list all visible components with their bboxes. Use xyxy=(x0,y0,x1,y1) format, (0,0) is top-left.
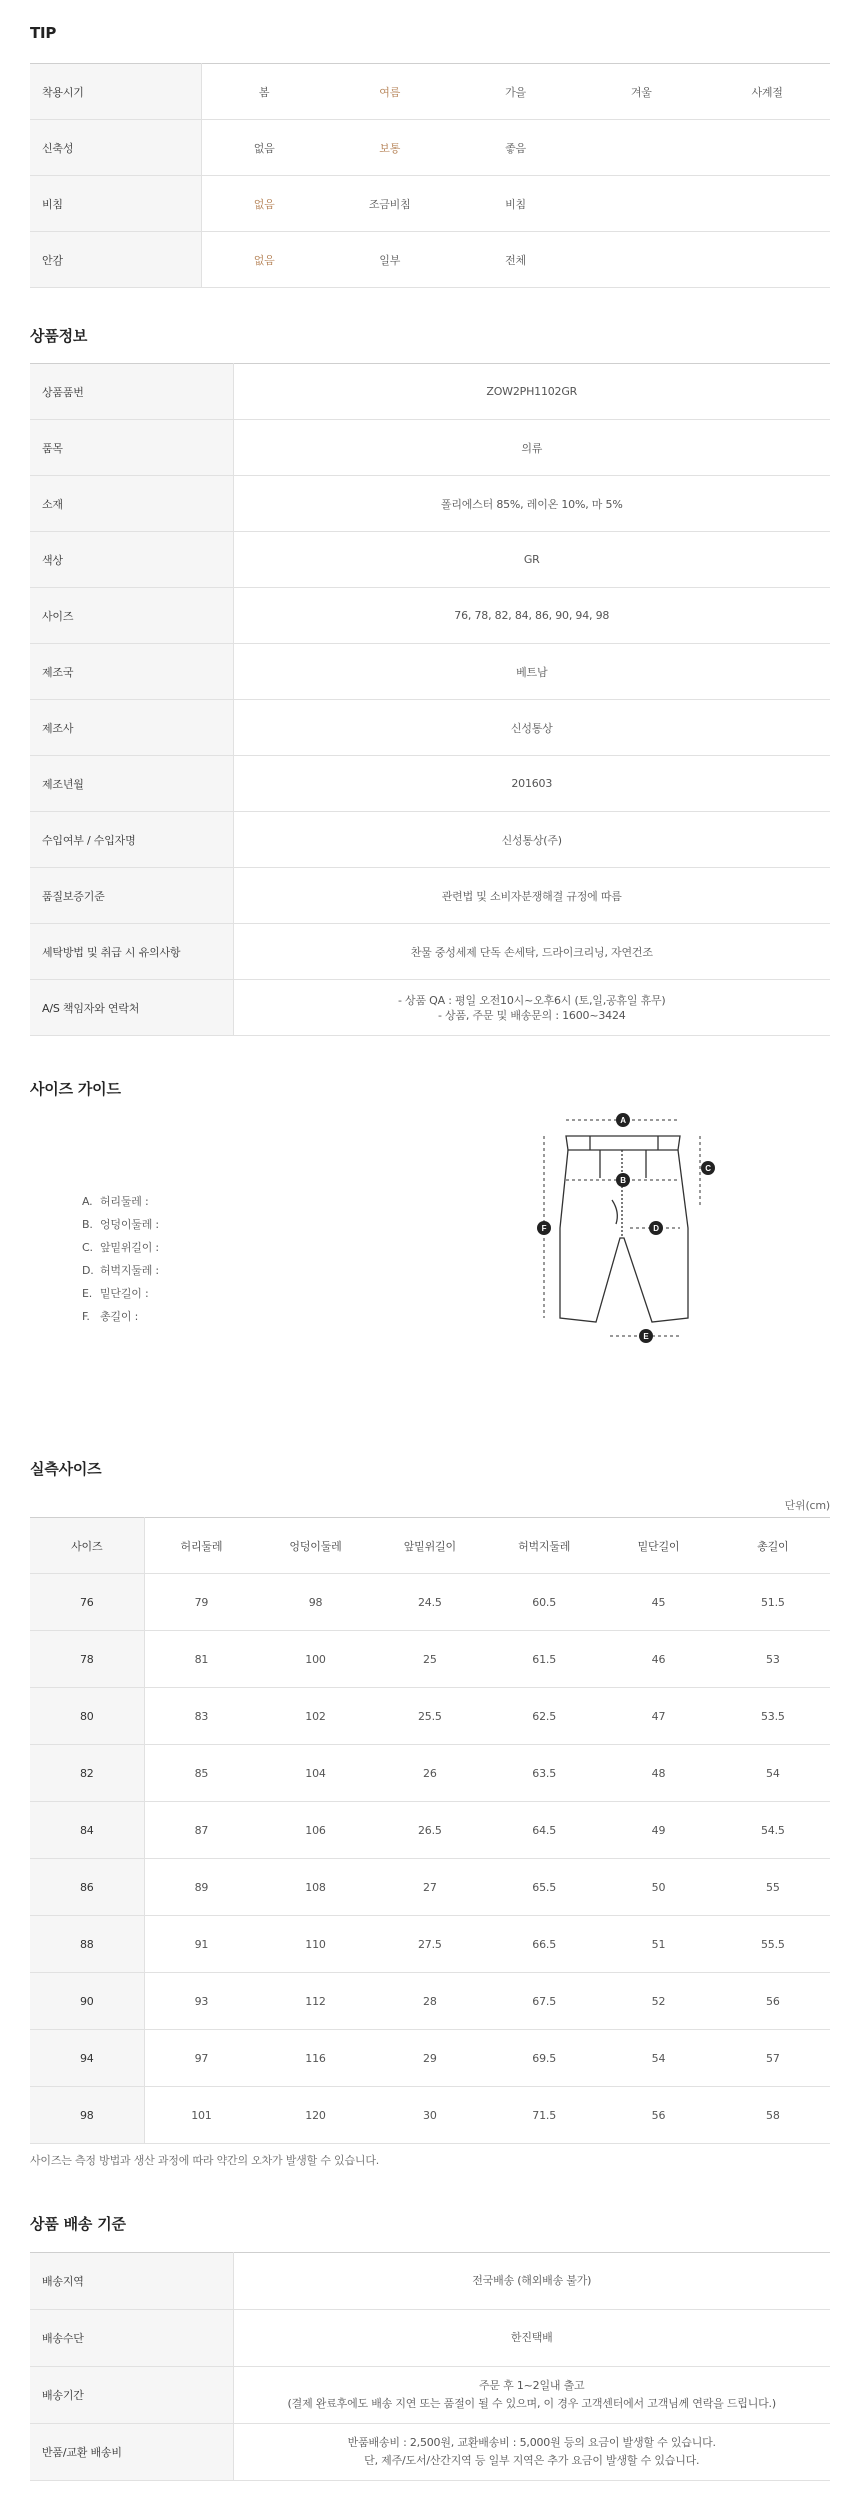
size-cell: 76 xyxy=(30,1574,144,1631)
product-info-label: 상품품번 xyxy=(30,364,233,420)
measure-cell: 28 xyxy=(373,1973,487,2030)
marker-a-label: A xyxy=(620,1116,626,1125)
product-info-row xyxy=(30,980,830,1036)
delivery-row xyxy=(30,2367,830,2424)
measure-cell: 110 xyxy=(258,1916,372,1973)
measure-cell: 93 xyxy=(144,1973,258,2030)
delivery-value xyxy=(233,2367,830,2424)
marker-e-label: E xyxy=(643,1332,649,1341)
table-header-cell: 허리둘레 xyxy=(144,1518,258,1574)
tip-option: 비침 xyxy=(453,176,579,232)
measure-cell: 85 xyxy=(144,1745,258,1802)
delivery-value-line: (결제 완료후에도 배송 지연 또는 품절이 될 수 있으며, 이 경우 고객센터에서 고객님께 연락을 드립니다.) xyxy=(287,2397,776,2410)
delivery-value-line: 한진택배 xyxy=(510,2331,553,2344)
product-info-label: 사이즈 xyxy=(30,588,233,644)
measure-cell: 63.5 xyxy=(487,1745,601,1802)
measure-cell: 60.5 xyxy=(487,1574,601,1631)
size-guide-letter: C. xyxy=(82,1241,93,1254)
product-info-value: 폴리에스터 85%, 레이온 10%, 마 5% xyxy=(233,476,830,532)
measure-cell: 56 xyxy=(716,1973,830,2030)
table-row xyxy=(30,1631,830,1688)
tip-row-label: 안감 xyxy=(30,232,201,288)
measure-cell: 62.5 xyxy=(487,1688,601,1745)
measure-cell: 97 xyxy=(144,2030,258,2087)
tip-option: 일부 xyxy=(327,232,453,288)
measure-cell: 69.5 xyxy=(487,2030,601,2087)
table-row xyxy=(30,1745,830,1802)
measure-cell: 54 xyxy=(601,2030,715,2087)
measure-cell: 27 xyxy=(373,1859,487,1916)
tip-row xyxy=(30,64,830,120)
size-note: 사이즈는 측정 방법과 생산 과정에 따라 약간의 오차가 발생할 수 있습니다. xyxy=(30,2154,380,2167)
tip-option: 없음 xyxy=(201,120,327,176)
measure-cell: 120 xyxy=(258,2087,372,2144)
product-info-row xyxy=(30,756,830,812)
size-cell: 88 xyxy=(30,1916,144,1973)
measure-cell: 83 xyxy=(144,1688,258,1745)
size-guide-item xyxy=(82,1190,159,1213)
size-guide-label: 엉덩이둘레 : xyxy=(100,1218,159,1231)
delivery-value xyxy=(233,2253,830,2310)
marker-c-label: C xyxy=(705,1164,711,1173)
product-info-label: 제조국 xyxy=(30,644,233,700)
product-info-row xyxy=(30,924,830,980)
delivery-label: 배송지역 xyxy=(30,2253,233,2310)
product-info-value: 76, 78, 82, 84, 86, 90, 94, 98 xyxy=(233,588,830,644)
tip-option xyxy=(578,232,704,288)
measure-cell: 26.5 xyxy=(373,1802,487,1859)
tip-row xyxy=(30,120,830,176)
tip-option: 전체 xyxy=(453,232,579,288)
delivery-value-line: 반품배송비 : 2,500원, 교환배송비 : 5,000원 등의 요금이 발생할 수 있습니다. xyxy=(347,2436,716,2449)
product-info-label: 색상 xyxy=(30,532,233,588)
size-guide-item xyxy=(82,1259,159,1282)
product-info-row xyxy=(30,532,830,588)
measure-cell: 48 xyxy=(601,1745,715,1802)
delivery-table xyxy=(30,2252,830,2481)
table-row xyxy=(30,1688,830,1745)
delivery-label: 배송수단 xyxy=(30,2310,233,2367)
delivery-value xyxy=(233,2310,830,2367)
measure-cell: 61.5 xyxy=(487,1631,601,1688)
size-guide-list xyxy=(82,1190,159,1328)
size-guide-letter: E. xyxy=(82,1287,93,1300)
measure-cell: 106 xyxy=(258,1802,372,1859)
tip-option: 없음 xyxy=(201,232,327,288)
product-info-value-line: - 상품, 주문 및 배송문의 : 1600~3424 xyxy=(437,1008,626,1022)
measure-cell: 27.5 xyxy=(373,1916,487,1973)
measure-cell: 47 xyxy=(601,1688,715,1745)
size-guide-letter: D. xyxy=(82,1264,94,1277)
table-header-cell: 앞밑위길이 xyxy=(373,1518,487,1574)
product-info-value-line: - 상품 QA : 평일 오전10시~오후6시 (토,일,공휴일 휴무) xyxy=(397,993,666,1007)
tip-option: 봄 xyxy=(201,64,327,120)
measure-cell: 87 xyxy=(144,1802,258,1859)
measure-cell: 116 xyxy=(258,2030,372,2087)
measure-cell: 55 xyxy=(716,1859,830,1916)
tip-row-label: 신축성 xyxy=(30,120,201,176)
measure-cell: 26 xyxy=(373,1745,487,1802)
product-info-value xyxy=(233,980,830,1036)
tip-option xyxy=(578,120,704,176)
product-info-value: GR xyxy=(233,532,830,588)
tip-option: 가을 xyxy=(453,64,579,120)
measure-cell: 53.5 xyxy=(716,1688,830,1745)
size-cell: 90 xyxy=(30,1973,144,2030)
tip-option xyxy=(578,176,704,232)
delivery-title: 상품 배송 기준 xyxy=(30,2215,126,2233)
product-info-value: 신성통상(주) xyxy=(233,812,830,868)
tip-option: 사계절 xyxy=(704,64,830,120)
product-info-label: 품질보증기준 xyxy=(30,868,233,924)
measure-cell: 25 xyxy=(373,1631,487,1688)
measure-cell: 46 xyxy=(601,1631,715,1688)
product-info-label: 제조년월 xyxy=(30,756,233,812)
delivery-label: 반품/교환 배송비 xyxy=(30,2424,233,2481)
tip-table xyxy=(30,63,830,288)
product-info-value: 관련법 및 소비자분쟁해결 규정에 따름 xyxy=(233,868,830,924)
marker-f-label: F xyxy=(541,1224,547,1233)
tip-row-label: 착용시기 xyxy=(30,64,201,120)
measure-cell: 104 xyxy=(258,1745,372,1802)
measure-cell: 101 xyxy=(144,2087,258,2144)
measure-cell: 55.5 xyxy=(716,1916,830,1973)
tip-title: TIP xyxy=(30,24,57,42)
measure-cell: 50 xyxy=(601,1859,715,1916)
table-header-cell: 밑단길이 xyxy=(601,1518,715,1574)
size-guide-label: 허벅지둘레 : xyxy=(100,1264,159,1277)
table-row xyxy=(30,1802,830,1859)
table-header-row xyxy=(30,1518,830,1574)
product-info-label: 품목 xyxy=(30,420,233,476)
product-info-row xyxy=(30,868,830,924)
tip-option: 여름 xyxy=(327,64,453,120)
table-header-cell: 총길이 xyxy=(716,1518,830,1574)
size-guide-label: 허리둘레 : xyxy=(100,1195,149,1208)
product-info-value: 신성통상 xyxy=(233,700,830,756)
measure-cell: 65.5 xyxy=(487,1859,601,1916)
product-info-label: 수입여부 / 수입자명 xyxy=(30,812,233,868)
size-guide-letter: F. xyxy=(82,1310,90,1323)
measure-cell: 24.5 xyxy=(373,1574,487,1631)
table-row xyxy=(30,1916,830,1973)
product-info-value: 201603 xyxy=(233,756,830,812)
size-cell: 86 xyxy=(30,1859,144,1916)
product-info-row xyxy=(30,700,830,756)
product-info-label: 세탁방법 및 취급 시 유의사항 xyxy=(30,924,233,980)
table-row xyxy=(30,1574,830,1631)
measure-cell: 54 xyxy=(716,1745,830,1802)
measure-cell: 112 xyxy=(258,1973,372,2030)
size-cell: 82 xyxy=(30,1745,144,1802)
tip-option: 보통 xyxy=(327,120,453,176)
product-info-row xyxy=(30,476,830,532)
size-cell: 84 xyxy=(30,1802,144,1859)
size-cell: 98 xyxy=(30,2087,144,2144)
measured-size-table xyxy=(30,1517,830,2144)
size-cell: 78 xyxy=(30,1631,144,1688)
product-info-value: ZOW2PH1102GR xyxy=(233,364,830,420)
measure-cell: 67.5 xyxy=(487,1973,601,2030)
delivery-label: 배송기간 xyxy=(30,2367,233,2424)
tip-option: 없음 xyxy=(201,176,327,232)
measure-cell: 71.5 xyxy=(487,2087,601,2144)
product-info-value: 베트남 xyxy=(233,644,830,700)
table-header-cell: 사이즈 xyxy=(30,1518,144,1574)
unit-label: 단위(cm) xyxy=(784,1499,830,1512)
measure-cell: 57 xyxy=(716,2030,830,2087)
measure-cell: 51 xyxy=(601,1916,715,1973)
measured-size-title: 실측사이즈 xyxy=(30,1460,102,1478)
size-guide-item xyxy=(82,1236,159,1259)
measure-cell: 66.5 xyxy=(487,1916,601,1973)
table-row xyxy=(30,1859,830,1916)
size-guide-item xyxy=(82,1282,159,1305)
delivery-row xyxy=(30,2310,830,2367)
size-guide-label: 밑단길이 : xyxy=(100,1287,149,1300)
measure-cell: 51.5 xyxy=(716,1574,830,1631)
size-guide-letter: A. xyxy=(82,1195,93,1208)
tip-row xyxy=(30,176,830,232)
tip-option xyxy=(704,176,830,232)
delivery-row xyxy=(30,2424,830,2481)
measure-cell: 45 xyxy=(601,1574,715,1631)
tip-option xyxy=(704,120,830,176)
product-info-title: 상품정보 xyxy=(30,327,88,345)
product-info-value: 의류 xyxy=(233,420,830,476)
measure-cell: 81 xyxy=(144,1631,258,1688)
tip-row xyxy=(30,232,830,288)
measure-cell: 56 xyxy=(601,2087,715,2144)
product-info-label: 소재 xyxy=(30,476,233,532)
measure-cell: 30 xyxy=(373,2087,487,2144)
measure-cell: 52 xyxy=(601,1973,715,2030)
size-guide-item xyxy=(82,1213,159,1236)
size-guide-letter: B. xyxy=(82,1218,93,1231)
tip-option: 겨울 xyxy=(578,64,704,120)
tip-option: 좋음 xyxy=(453,120,579,176)
measure-cell: 79 xyxy=(144,1574,258,1631)
size-guide-label: 총길이 : xyxy=(100,1310,139,1323)
table-row xyxy=(30,2087,830,2144)
delivery-value-line: 전국배송 (해외배송 불가) xyxy=(472,2274,592,2287)
product-info-row xyxy=(30,812,830,868)
delivery-value-line: 주문 후 1~2일내 출고 xyxy=(479,2379,585,2392)
product-info-table xyxy=(30,363,830,1036)
table-header-cell: 허벅지둘레 xyxy=(487,1518,601,1574)
delivery-value xyxy=(233,2424,830,2481)
measure-cell: 64.5 xyxy=(487,1802,601,1859)
measure-cell: 91 xyxy=(144,1916,258,1973)
product-info-row xyxy=(30,420,830,476)
size-cell: 80 xyxy=(30,1688,144,1745)
table-header-cell: 엉덩이둘레 xyxy=(258,1518,372,1574)
table-row xyxy=(30,2030,830,2087)
measure-cell: 49 xyxy=(601,1802,715,1859)
measure-cell: 102 xyxy=(258,1688,372,1745)
measure-cell: 25.5 xyxy=(373,1688,487,1745)
product-info-row xyxy=(30,588,830,644)
product-info-row xyxy=(30,644,830,700)
measure-cell: 100 xyxy=(258,1631,372,1688)
product-info-label: 제조사 xyxy=(30,700,233,756)
size-guide-item xyxy=(82,1305,159,1328)
measure-cell: 53 xyxy=(716,1631,830,1688)
measure-cell: 108 xyxy=(258,1859,372,1916)
marker-b-label: B xyxy=(620,1176,626,1185)
measure-cell: 98 xyxy=(258,1574,372,1631)
measure-cell: 58 xyxy=(716,2087,830,2144)
delivery-row xyxy=(30,2253,830,2310)
marker-d-label: D xyxy=(653,1224,659,1233)
measure-cell: 54.5 xyxy=(716,1802,830,1859)
measure-cell: 29 xyxy=(373,2030,487,2087)
size-cell: 94 xyxy=(30,2030,144,2087)
delivery-value-line: 단, 제주/도서/산간지역 등 일부 지역은 추가 요금이 발생할 수 있습니다. xyxy=(364,2454,700,2467)
product-info-row xyxy=(30,364,830,420)
product-info-label: A/S 책임자와 연락처 xyxy=(30,980,233,1036)
size-guide-label: 앞밑위길이 : xyxy=(100,1241,159,1254)
table-row xyxy=(30,1973,830,2030)
pants-diagram-illustration xyxy=(530,1108,750,1348)
tip-option xyxy=(704,232,830,288)
tip-option: 조금비침 xyxy=(327,176,453,232)
measure-cell: 89 xyxy=(144,1859,258,1916)
product-info-value: 찬물 중성세제 단독 손세탁, 드라이크리닝, 자연건조 xyxy=(233,924,830,980)
tip-row-label: 비침 xyxy=(30,176,201,232)
size-guide-title: 사이즈 가이드 xyxy=(30,1080,121,1098)
